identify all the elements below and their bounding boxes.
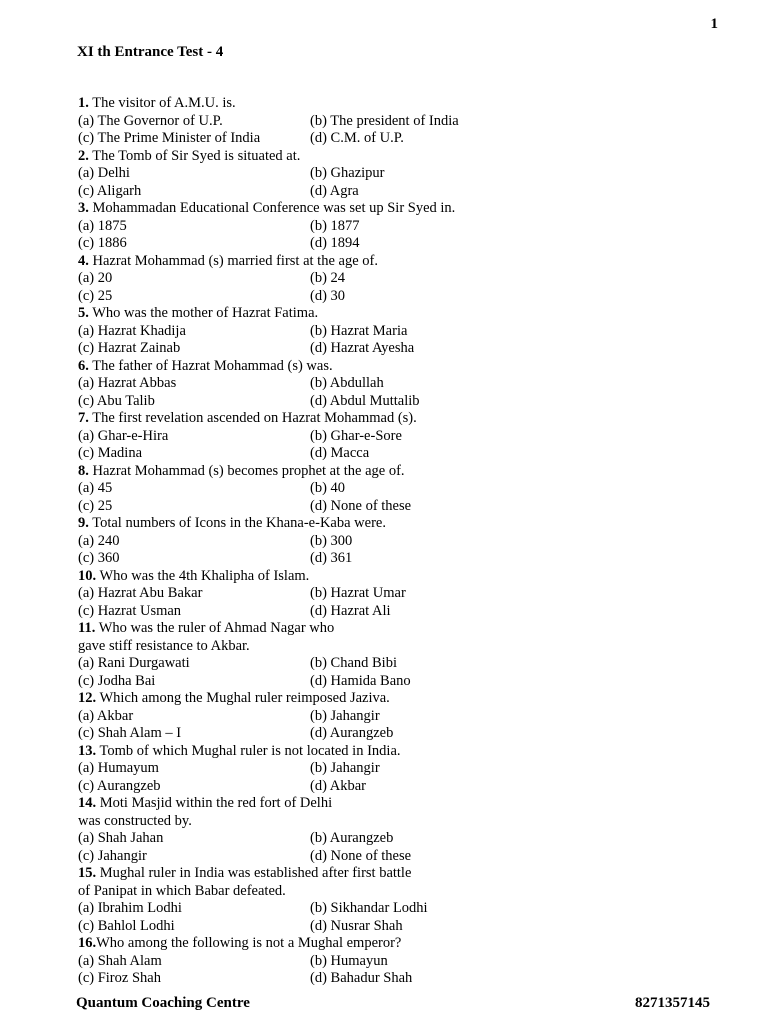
- answer-option: (d) Hamida Bano: [310, 672, 411, 689]
- options-row: [78, 673, 698, 691]
- question-text: Which among the Mughal ruler reimposed Jaziva.: [99, 690, 390, 706]
- question-number: 4.: [78, 252, 89, 269]
- question-text: was constructed by.: [78, 812, 192, 829]
- question-block: [78, 690, 698, 743]
- answer-option: (b) 300: [310, 532, 353, 549]
- question-number: 1.: [78, 95, 89, 111]
- answer-option: (c) Firoz Shah: [78, 970, 161, 986]
- options-row: [78, 270, 698, 288]
- question-text-line: [78, 148, 698, 166]
- answer-option: (b) Ghazipur: [310, 165, 385, 181]
- question-text: Who among the following is not a Mughal emperor?: [96, 935, 402, 951]
- options-row: [78, 480, 698, 498]
- question-block: [78, 620, 698, 690]
- options-row: [78, 445, 698, 463]
- question-block: [78, 515, 698, 568]
- question-text-line: [78, 690, 698, 708]
- answer-option: (c) Hazrat Zainab: [78, 340, 181, 356]
- answer-option: (b) Sikhandar Lodhi: [310, 900, 428, 916]
- options-row: [78, 428, 698, 446]
- options-row: [78, 918, 698, 936]
- question-block: [78, 865, 698, 935]
- options-row: [78, 778, 698, 796]
- answer-option: (c) Jodha Bai: [78, 672, 156, 689]
- options-row: [78, 113, 698, 131]
- answer-option: (b) The president of India: [310, 112, 459, 129]
- question-text-line: [78, 865, 698, 883]
- options-row: [78, 830, 698, 848]
- question-number: 3.: [78, 200, 89, 216]
- options-row: [78, 970, 698, 988]
- question-text: Moti Masjid within the red fort of Delhi: [99, 795, 333, 811]
- question-text: of Panipat in which Babar defeated.: [78, 882, 286, 899]
- options-row: [78, 323, 698, 341]
- question-text: Mohammadan Educational Conference was set up Sir Syed in.: [92, 200, 456, 216]
- options-row: [78, 288, 698, 306]
- options-row: [78, 375, 698, 393]
- question-text-line: [78, 935, 698, 953]
- options-row: [78, 655, 698, 673]
- options-row: [78, 235, 698, 253]
- question-block: [78, 148, 698, 201]
- options-row: [78, 183, 698, 201]
- options-row: [78, 900, 698, 918]
- answer-option: (c) Aurangzeb: [78, 777, 161, 794]
- options-row: [78, 708, 698, 726]
- question-text-line: [78, 95, 698, 113]
- answer-option: (d) Abdul Muttalib: [310, 392, 420, 409]
- answer-option: (d) Bahadur Shah: [310, 970, 413, 986]
- page-title: XI th Entrance Test - 4: [77, 44, 224, 60]
- question-block: [78, 743, 698, 796]
- question-number: 2.: [78, 147, 89, 164]
- question-number: 16.: [78, 935, 97, 951]
- answer-option: (a) Rani Durgawati: [78, 655, 190, 671]
- answer-option: (b) Jahangir: [310, 707, 380, 724]
- question-number: 10.: [78, 567, 97, 584]
- question-text: Who was the 4th Khalipha of Islam.: [99, 567, 310, 584]
- options-row: [78, 340, 698, 358]
- question-text-line: [78, 638, 698, 656]
- answer-option: (c) Jahangir: [78, 847, 147, 864]
- question-text: Hazrat Mohammad (s) married first at the age of.: [92, 252, 378, 269]
- answer-option: (d) Hazrat Ali: [310, 602, 391, 619]
- answer-option: (c) 360: [78, 550, 120, 566]
- answer-option: (b) Hazrat Umar: [310, 585, 406, 601]
- answer-option: (d) Aurangzeb: [310, 725, 394, 741]
- answer-option: (c) 25: [78, 287, 113, 304]
- answer-option: (a) 1875: [78, 217, 127, 234]
- answer-option: (c) 1886: [78, 235, 127, 251]
- question-text-line: [78, 795, 698, 813]
- question-text: gave stiff resistance to Akbar.: [78, 637, 250, 654]
- answer-option: (a) Shah Jahan: [78, 830, 164, 846]
- options-row: [78, 603, 698, 621]
- question-text-line: [78, 883, 698, 901]
- question-text: The visitor of A.M.U. is.: [92, 95, 236, 111]
- question-number: 7.: [78, 410, 89, 426]
- answer-option: (a) Delhi: [78, 165, 130, 181]
- answer-option: (b) Ghar-e-Sore: [310, 427, 402, 444]
- options-row: [78, 760, 698, 778]
- options-row: [78, 725, 698, 743]
- answer-option: (c) Hazrat Usman: [78, 602, 182, 619]
- answer-option: (b) Hazrat Maria: [310, 322, 408, 339]
- question-text: The Tomb of Sir Syed is situated at.: [92, 147, 301, 164]
- question-block: [78, 463, 698, 516]
- answer-option: (d) Nusrar Shah: [310, 917, 403, 934]
- question-text-line: [78, 620, 698, 638]
- question-text: Who was the mother of Hazrat Fatima.: [92, 305, 319, 321]
- options-row: [78, 533, 698, 551]
- answer-option: (d) 361: [310, 550, 353, 566]
- answer-option: (a) Ibrahim Lodhi: [78, 900, 182, 916]
- answer-option: (b) 1877: [310, 217, 360, 234]
- options-row: [78, 848, 698, 866]
- answer-option: (a) 45: [78, 480, 113, 496]
- footer-institute-name: Quantum Coaching Centre: [76, 995, 250, 1011]
- answer-option: (c) Aligarh: [78, 182, 142, 199]
- question-list: [78, 95, 698, 988]
- question-text: The first revelation ascended on Hazrat Mohammad (s).: [92, 410, 417, 426]
- answer-option: (d) Macca: [310, 445, 370, 461]
- question-text-line: [78, 743, 698, 761]
- answer-option: (c) The Prime Minister of India: [78, 130, 261, 146]
- question-text: Mughal ruler in India was established after first battle: [99, 865, 412, 881]
- answer-option: (c) Abu Talib: [78, 392, 155, 409]
- answer-option: (d) 1894: [310, 235, 360, 251]
- question-block: [78, 410, 698, 463]
- answer-option: (a) The Governor of U.P.: [78, 112, 223, 129]
- question-number: 15.: [78, 865, 97, 881]
- answer-option: (a) Akbar: [78, 707, 134, 724]
- question-number: 8.: [78, 462, 89, 479]
- question-number: 13.: [78, 742, 97, 759]
- question-text: Tomb of which Mughal ruler is not located in India.: [99, 742, 401, 759]
- question-text: Who was the ruler of Ahmad Nagar who: [98, 620, 335, 636]
- question-number: 12.: [78, 690, 97, 706]
- answer-option: (c) Bahlol Lodhi: [78, 917, 175, 934]
- options-row: [78, 550, 698, 568]
- question-number: 9.: [78, 515, 89, 531]
- answer-option: (d) None of these: [310, 847, 412, 864]
- question-text: Hazrat Mohammad (s) becomes prophet at the age of.: [92, 462, 405, 479]
- answer-option: (b) Jahangir: [310, 760, 380, 776]
- answer-option: (b) Humayun: [310, 952, 388, 969]
- page-number: 1: [710, 16, 718, 32]
- options-row: [78, 218, 698, 236]
- answer-option: (d) None of these: [310, 497, 412, 514]
- answer-option: (a) Hazrat Abu Bakar: [78, 585, 203, 601]
- answer-option: (a) Hazrat Abbas: [78, 375, 177, 391]
- options-row: [78, 953, 698, 971]
- answer-option: (c) Madina: [78, 445, 143, 461]
- options-row: [78, 130, 698, 148]
- answer-option: (b) Abdullah: [310, 375, 384, 391]
- question-text: Total numbers of Icons in the Khana-e-Kaba were.: [92, 515, 386, 531]
- options-row: [78, 393, 698, 411]
- answer-option: (a) Humayum: [78, 760, 159, 776]
- answer-option: (d) Akbar: [310, 777, 366, 794]
- answer-option: (b) 24: [310, 270, 346, 286]
- options-row: [78, 498, 698, 516]
- answer-option: (a) 20: [78, 270, 113, 286]
- question-block: [78, 200, 698, 253]
- question-text-line: [78, 463, 698, 481]
- answer-option: (a) Hazrat Khadija: [78, 322, 186, 339]
- question-number: 11.: [78, 620, 96, 636]
- answer-option: (d) Agra: [310, 182, 359, 199]
- answer-option: (b) 40: [310, 480, 346, 496]
- answer-option: (d) Hazrat Ayesha: [310, 340, 415, 356]
- answer-option: (b) Chand Bibi: [310, 655, 397, 671]
- question-text-line: [78, 568, 698, 586]
- answer-option: (d) 30: [310, 287, 346, 304]
- question-block: [78, 568, 698, 621]
- question-text-line: [78, 515, 698, 533]
- answer-option: (c) Shah Alam – I: [78, 725, 182, 741]
- question-block: [78, 795, 698, 865]
- footer-phone-number: 8271357145: [635, 995, 710, 1011]
- options-row: [78, 585, 698, 603]
- question-block: [78, 358, 698, 411]
- question-number: 14.: [78, 795, 97, 811]
- options-row: [78, 165, 698, 183]
- answer-option: (c) 25: [78, 497, 113, 514]
- question-text: The father of Hazrat Mohammad (s) was.: [92, 357, 333, 374]
- answer-option: (b) Aurangzeb: [310, 830, 394, 846]
- question-text-line: [78, 410, 698, 428]
- question-block: [78, 305, 698, 358]
- answer-option: (a) 240: [78, 532, 120, 549]
- question-number: 5.: [78, 305, 89, 321]
- question-text-line: [78, 358, 698, 376]
- question-block: [78, 253, 698, 306]
- answer-option: (a) Shah Alam: [78, 952, 162, 969]
- question-text-line: [78, 200, 698, 218]
- question-block: [78, 95, 698, 148]
- question-text-line: [78, 253, 698, 271]
- answer-option: (d) C.M. of U.P.: [310, 130, 404, 146]
- question-number: 6.: [78, 357, 89, 374]
- question-text-line: [78, 813, 698, 831]
- question-block: [78, 935, 698, 988]
- question-text-line: [78, 305, 698, 323]
- answer-option: (a) Ghar-e-Hira: [78, 427, 169, 444]
